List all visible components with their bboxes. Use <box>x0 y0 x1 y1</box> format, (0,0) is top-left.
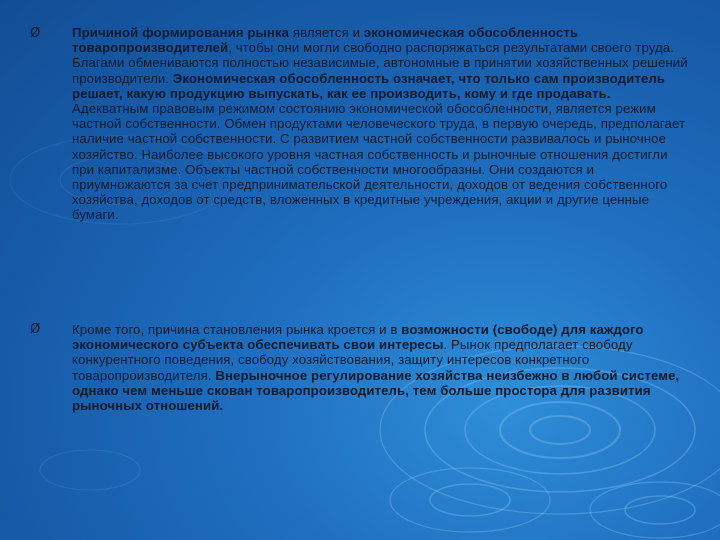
bullet-text-1 <box>72 25 692 223</box>
bullet-paragraph-2 <box>72 322 692 413</box>
text-run: . Рынок предполагает свободу конкурентного поведения, свободу хозяйствования, защиту интересов конкретного товаропроизводителя. <box>72 337 633 383</box>
text-run: Внерыночное регулирование хозяйства неизбежно в любой системе, однако чем меньше скован товаропроизводитель, тем больше простора для развития рыночных отношений. <box>72 367 680 414</box>
bullet-arrow-icon: Ø <box>30 26 41 41</box>
text-run: , чтобы они могли свободно распоряжаться результатами своего труда. Благами обмениваются полностью независимые, автономные в принятии хозяйственных решений производители. <box>72 40 688 86</box>
bullet-text-2 <box>72 322 692 413</box>
text-run: Причиной формирования рынка <box>72 25 290 40</box>
text-run: возможности (свободе) для каждого экономического субъекта обеспечивать свои интересы <box>72 322 644 353</box>
bullet-continuation-1: Адекватным правовым режимом состоянию экономической обособленности, является режим частной собственности. Обмен продуктами человеческого труда, в первую очередь, предполагает наличие частной собственности. С развитием частной собственности развивалось и рыночное хозяйство. Наиболее высокого уровня частная собственность и рыночные отношения достигли при капитализме. Объекты частной собственности многообразны. Они создаются и приумножаются за счет предпринимательской деятельности, доходов от ведения собственного хозяйства, доходов от средств, вложенных в кредитные учреждения, акции и другие ценные бумаги. <box>72 101 686 223</box>
bullet-paragraph-1 <box>72 25 692 101</box>
text-run: Экономическая обособленность означает, что только сам производитель решает, какую продукцию выпускать, как ее производить, кому и где продавать. <box>72 70 666 101</box>
bullet-arrow-icon: Ø <box>30 322 41 337</box>
text-run: экономическая обособленность товаропроизводителей <box>72 25 579 56</box>
text-run: является и <box>289 25 364 40</box>
text-run: Кроме того, причина становления рынка кроется и в <box>72 322 402 337</box>
